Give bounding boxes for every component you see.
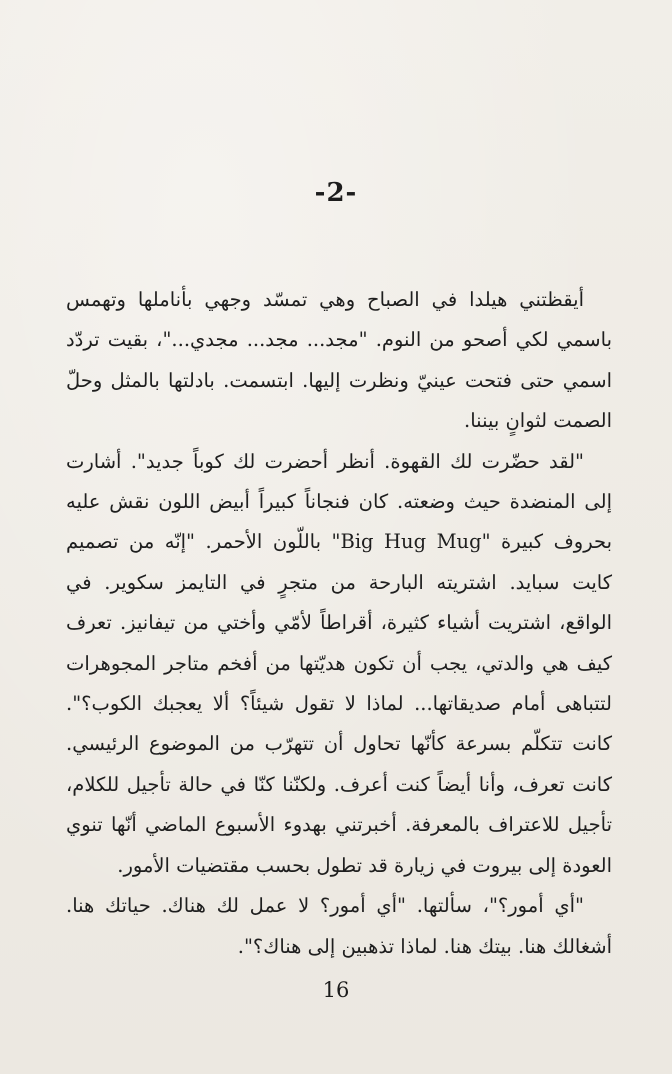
chapter-number: -2- [314,178,358,208]
paragraph: أيقظتني هيلدا في الصباح وهي تمسّد وجهي بأناملها وتهمس باسمي لكي أصحو من النوم. "مجد... مجد... مجدي..."، بقيت تردّد اسمي حتى فتحت عينيّ ونظرت إليها. ابتسمت. بادلتها بالمثل وحلّ الصمت لثوانٍ بيننا. [66,288,612,433]
body-text [66,280,612,967]
paragraph: "أي أمور؟"، سألتها. "أي أمور؟ لا عمل لك هناك. حياتك هنا. أشغالك هنا. بيتك هنا. لماذا تذهبين إلى هناك؟". [66,894,612,958]
paragraph: "لقد حضّرت لك القهوة. أنظر أحضرت لك كوباً جديد". أشارت إلى المنضدة حيث وضعته. كان فنجاناً كبيراً أبيض اللون نقش عليه بحروف كبيرة "Big Hug Mug" باللّون الأحمر. "إنّه من تصميم كايت سبايد. اشتريته البارحة من متجرٍ في التايمز سكوير. في الواقع، اشتريت أشياء كثيرة، أقراطاً لأمّي وأختي من تيفانيز. تعرف كيف هي والدتي، يجب أن تكون هديّتها من أفخم متاجر المجوهرات لتتباهى أمام صديقاتها... لماذا لا تقول شيئاً؟ ألا يعجبك الكوب؟". كانت تتكلّم بسرعة كأنّها تحاول أن تتهرّب من الموضوع الرئيسي. كانت تعرف، وأنا أيضاً كنت أعرف. ولكنّنا كنّا في حالة تأجيل للكلام، تأجيل للاعتراف بالمعرفة. أخبرتني بهدوء الأسبوع الماضي أنّها تنوي العودة إلى بيروت في زيارة قد تطول بحسب مقتضيات الأمور. [66,449,612,877]
page-number: 16 [322,978,350,1002]
